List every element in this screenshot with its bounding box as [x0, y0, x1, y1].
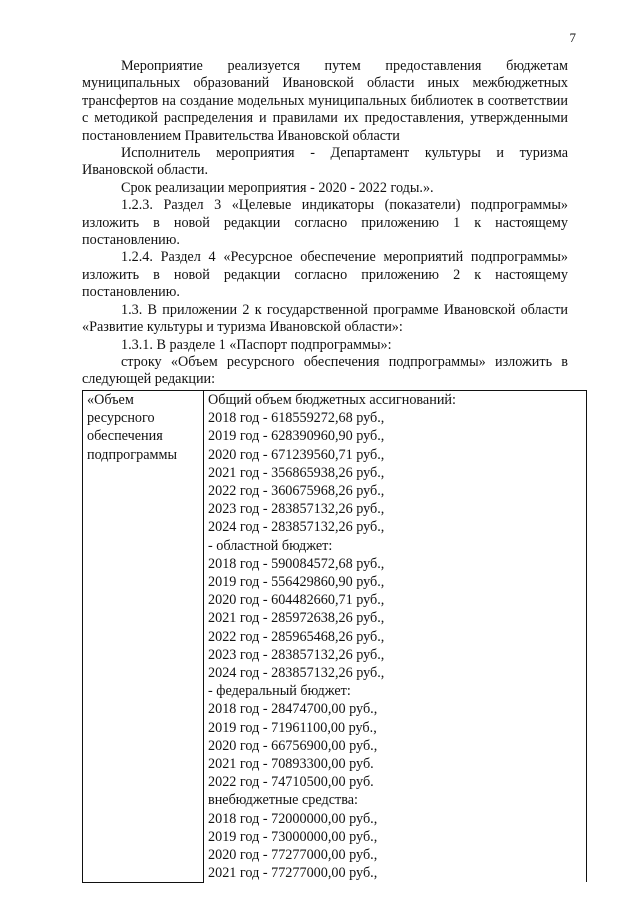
federal-line: 2020 год - 66756900,00 руб.,	[208, 737, 378, 754]
table-row	[83, 391, 587, 883]
label-line: «Объем	[87, 392, 134, 408]
regional-heading: - областной бюджет:	[208, 537, 333, 554]
total-line: 2023 год - 283857132,26 руб.,	[208, 501, 385, 518]
page-number: 7	[569, 30, 576, 45]
regional-line: 2020 год - 604482660,71 руб.,	[208, 592, 385, 609]
label-line: ресурсного	[87, 410, 155, 427]
paragraph-event-description: Мероприятие реализуется путем предоставления бюджетам муниципальных образований Ивановской области иных межбюджетных трансфертов на создание модельных муниципальных библиотек в соответствии с методикой распределения и правилами их предоставления, утвержденными постановлением Правительства Ивановской области	[82, 58, 568, 144]
regional-line: 2023 год - 283857132,26 руб.,	[208, 646, 385, 663]
total-line: 2021 год - 356865938,26 руб.,	[208, 464, 385, 481]
federal-line: 2019 год - 71961100,00 руб.,	[208, 719, 377, 736]
extrabudget-line: 2020 год - 77277000,00 руб.,	[208, 847, 378, 864]
value-cell	[204, 391, 587, 883]
federal-line: 2022 год - 74710500,00 руб.	[208, 774, 374, 791]
label-cell	[83, 391, 204, 883]
label-line: обеспечения	[87, 428, 163, 445]
paragraph-1-2-4: 1.2.4. Раздел 4 «Ресурсное обеспечение мероприятий подпрограммы» изложить в новой редакции согласно приложению 2 к настоящему постановлению.	[82, 249, 568, 301]
total-line: 2024 год - 283857132,26 руб.,	[208, 519, 385, 536]
extrabudget-line: 2018 год - 72000000,00 руб.,	[208, 810, 378, 827]
document-body	[82, 58, 568, 389]
extrabudget-line: 2021 год - 77277000,00 руб.,	[208, 865, 378, 882]
regional-line: 2024 год - 283857132,26 руб.,	[208, 665, 385, 682]
total-line: 2020 год - 671239560,71 руб.,	[208, 446, 385, 463]
paragraph-1-2-3: 1.2.3. Раздел 3 «Целевые индикаторы (показатели) подпрограммы» изложить в новой редакции согласно приложению 1 к настоящему постановлению.	[82, 197, 568, 249]
label-line: подпрограммы	[87, 446, 177, 463]
extrabudget-line: 2019 год - 73000000,00 руб.,	[208, 828, 378, 845]
total-line: 2022 год - 360675968,26 руб.,	[208, 483, 385, 500]
paragraph-1-3: 1.3. В приложении 2 к государственной программе Ивановской области «Развитие культуры и туризма Ивановской области»:	[82, 301, 568, 336]
regional-line: 2018 год - 590084572,68 руб.,	[208, 555, 385, 572]
paragraph-row-intro: строку «Объем ресурсного обеспечения подпрограммы» изложить в следующей редакции:	[82, 353, 568, 388]
federal-line: 2021 год - 70893300,00 руб.	[208, 756, 374, 773]
paragraph-term: Срок реализации мероприятия - 2020 - 2022 годы.».	[121, 179, 434, 196]
paragraph-executor: Исполнитель мероприятия - Департамент культуры и туризма Ивановской области.	[82, 145, 568, 179]
regional-line: 2022 год - 285965468,26 руб.,	[208, 628, 385, 645]
regional-line: 2019 год - 556429860,90 руб.,	[208, 574, 385, 591]
total-line: 2019 год - 628390960,90 руб.,	[208, 428, 385, 445]
resource-table	[82, 390, 587, 883]
regional-line: 2021 год - 285972638,26 руб.,	[208, 610, 385, 627]
paragraph-1-3-1: 1.3.1. В разделе 1 «Паспорт подпрограммы»:	[121, 336, 392, 353]
total-line: 2018 год - 618559272,68 руб.,	[208, 410, 385, 427]
federal-line: 2018 год - 28474700,00 руб.,	[208, 701, 378, 718]
extrabudget-heading: внебюджетные средства:	[208, 792, 358, 809]
federal-heading: - федеральный бюджет:	[208, 683, 351, 700]
total-heading: Общий объем бюджетных ассигнований:	[208, 392, 456, 408]
